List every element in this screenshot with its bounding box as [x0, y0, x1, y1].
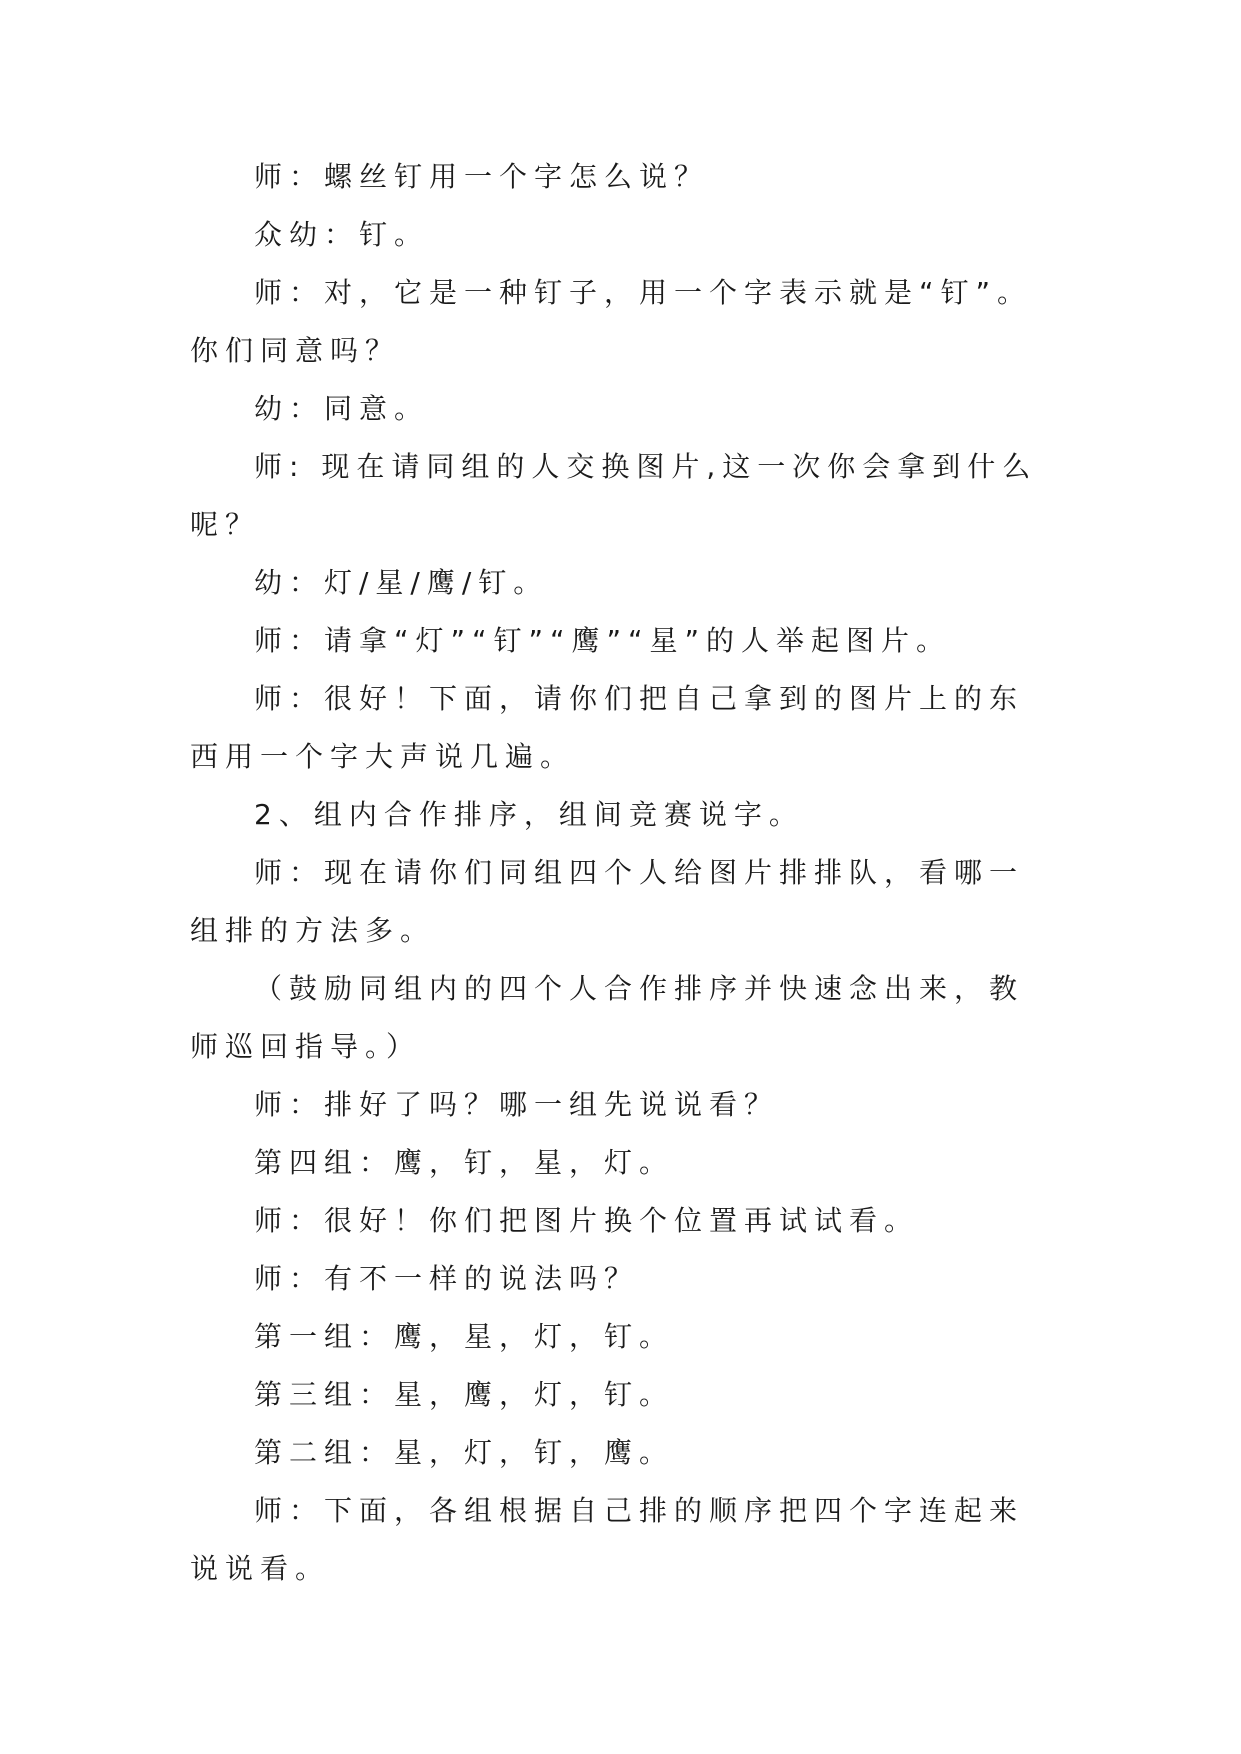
paragraph: 师：请拿“灯”“钉”“鹰”“星”的人举起图片。: [254, 624, 952, 657]
paragraph: 师：排好了吗？哪一组先说说看？: [254, 1088, 780, 1121]
document-body: [190, 148, 1050, 1598]
paragraph: 师：螺丝钉用一个字怎么说？: [254, 160, 710, 193]
section-heading: 2、组内合作排序，组间竞赛说字。: [254, 798, 804, 831]
paragraph: 幼：灯/星/鹰/钉。: [254, 566, 549, 599]
paragraph: 幼：同意。: [254, 392, 430, 425]
paragraph: 第三组：星，鹰，灯，钉。: [254, 1378, 675, 1411]
paragraph: 师：下面，各组根据自己排的顺序把四个字连起来说说看。: [190, 1494, 1025, 1585]
paragraph: 第二组：星，灯，钉，鹰。: [254, 1436, 675, 1469]
paragraph: 师：很好！下面，请你们把自己拿到的图片上的东西用一个字大声说几遍。: [190, 682, 1025, 773]
paragraph: 师：很好！你们把图片换个位置再试试看。: [254, 1204, 920, 1237]
paragraph: 师：对，它是一种钉子，用一个字表示就是“钉”。你们同意吗？: [190, 276, 1033, 367]
paragraph: 师: 现在请同组的人交换图片,这一次你会拿到什么呢？: [190, 450, 1038, 541]
paragraph: 师：有不一样的说法吗？: [254, 1262, 640, 1295]
paragraph: 师：现在请你们同组四个人给图片排排队，看哪一组排的方法多。: [190, 856, 1025, 947]
paragraph: 第四组：鹰，钉，星，灯。: [254, 1146, 675, 1179]
paragraph: （鼓励同组内的四个人合作排序并快速念出来，教师巡回指导。）: [190, 972, 1025, 1063]
paragraph: 第一组：鹰，星，灯，钉。: [254, 1320, 675, 1353]
paragraph: 众幼：钉。: [254, 218, 430, 251]
